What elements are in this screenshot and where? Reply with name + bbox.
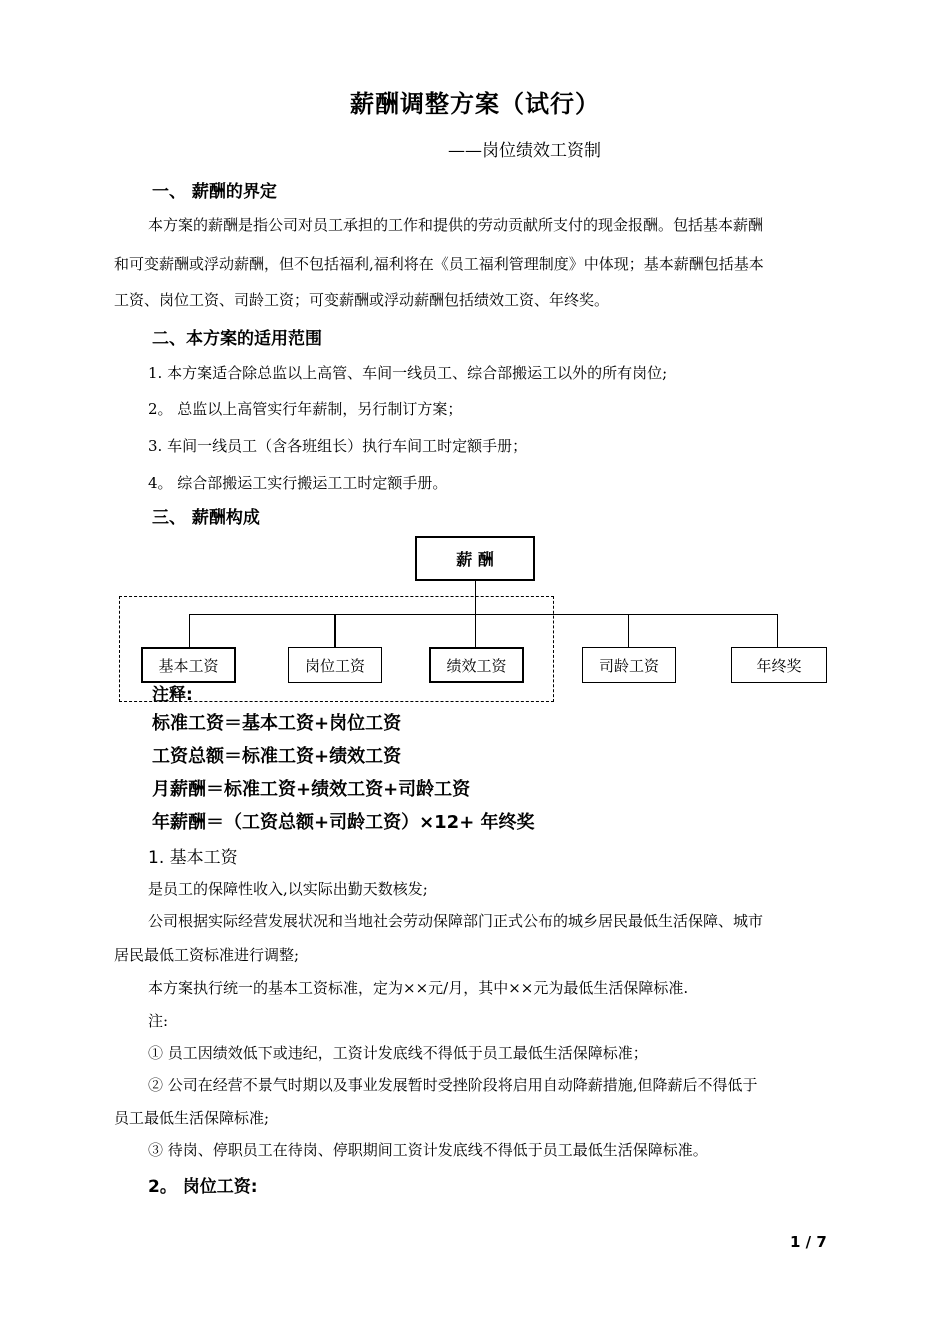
document-title: 薪酬调整方案（试行） [350, 90, 600, 118]
chart-box-seniority-salary [582, 647, 676, 683]
basic-salary-note-2b: 员工最低生活保障标准; [114, 1109, 270, 1127]
scope-item-1: 1. 本方案适合除总监以上高管、车间一线员工、综合部搬运工以外的所有岗位; [148, 364, 668, 382]
scope-item-4: 4。 综合部搬运工实行搬运工工时定额手册。 [148, 474, 448, 492]
formula-monthly-pay: 月薪酬＝标准工资+绩效工资+司龄工资 [152, 779, 471, 800]
chart-box-year-end-bonus [731, 647, 827, 683]
document-subtitle: ——岗位绩效工资制 [448, 141, 601, 161]
chart-root-label: 薪 酬 [456, 550, 494, 569]
formula-standard-salary: 标准工资＝基本工资+岗位工资 [152, 713, 402, 734]
chart-root-box [415, 536, 535, 581]
basic-salary-note-1: ① 员工因绩效低下或违纪，工资计发底线不得低于员工最低生活保障标准； [148, 1044, 648, 1062]
formula-total-salary: 工资总额＝标准工资+绩效工资 [152, 746, 402, 767]
section3-heading: 三、 薪酬构成 [152, 508, 260, 528]
scope-item-3: 3. 车间一线员工（含各班组长）执行车间工时定额手册； [148, 437, 528, 455]
formula-annual-pay: 年薪酬＝（工资总额+司龄工资）×12+ 年终奖 [152, 812, 535, 833]
scope-item-2: 2。 总监以上高管实行年薪制，另行制订方案； [148, 400, 463, 418]
chart-label-year-end-bonus: 年终奖 [756, 656, 802, 675]
chart-label-performance-salary: 绩效工资 [446, 656, 507, 675]
section1-paragraph-line3: 工资、岗位工资、司龄工资；可变薪酬或浮动薪酬包括绩效工资、年终奖。 [114, 291, 610, 309]
basic-salary-note-3: ③ 待岗、停职员工在待岗、停职期间工资计发底线不得低于员工最低生活保障标准。 [148, 1141, 708, 1159]
chart-label-basic-salary: 基本工资 [158, 656, 219, 675]
chart-label-seniority-salary: 司龄工资 [598, 656, 659, 675]
basic-salary-heading: 1. 基本工资 [148, 848, 238, 868]
section1-heading: 一、 薪酬的界定 [152, 182, 277, 202]
page-number: 1 / 7 [790, 1233, 827, 1251]
section1-paragraph-line2: 和可变薪酬或浮动薪酬，但不包括福利,福利将在《员工福利管理制度》中体现；基本薪酬包括基本 [114, 255, 764, 273]
basic-salary-note-label: 注: [148, 1012, 169, 1030]
section1-paragraph-line1: 本方案的薪酬是指公司对员工承担的工作和提供的劳动贡献所支付的现金报酬。包括基本薪酬 [148, 216, 764, 234]
chart-connector-4 [628, 614, 629, 647]
basic-salary-line2b: 居民最低工资标准进行调整; [114, 946, 300, 964]
basic-salary-line1: 是员工的保障性收入,以实际出勤天数核发; [148, 880, 428, 898]
basic-salary-line3: 本方案执行统一的基本工资标准，定为××元/月，其中××元为最低生活保障标准. [148, 979, 689, 997]
chart-connector-5 [777, 614, 778, 647]
basic-salary-note-2a: ② 公司在经营不景气时期以及事业发展暂时受挫阶段将启用自动降薪措施,但降薪后不得低于 [148, 1076, 758, 1094]
notes-label: 注释: [152, 685, 193, 705]
chart-label-position-salary: 岗位工资 [304, 656, 365, 675]
basic-salary-line2a: 公司根据实际经营发展状况和当地社会劳动保障部门正式公布的城乡居民最低生活保障、城市 [148, 912, 764, 930]
position-salary-heading: 2。 岗位工资: [148, 1177, 258, 1197]
section2-heading: 二、本方案的适用范围 [152, 329, 322, 349]
